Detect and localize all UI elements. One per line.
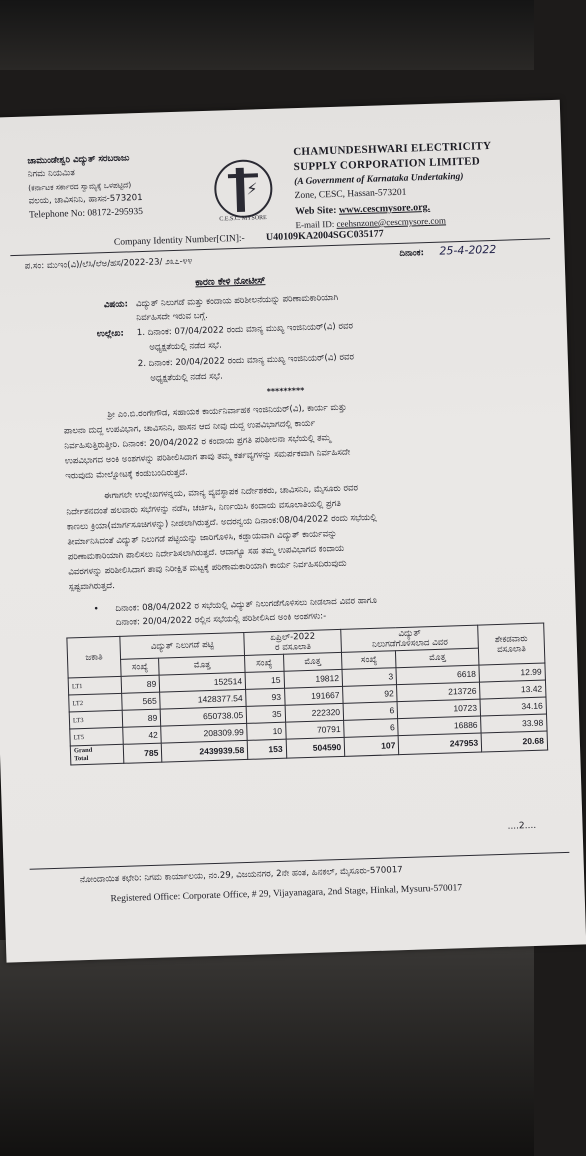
logo-caption: C.E.S.C. MYSORE [219, 215, 267, 223]
document-page [0, 100, 586, 963]
header-count: ಸಂಖ್ಯೆ [342, 651, 397, 670]
cin-label: Company Identity Number[CIN]:- [113, 233, 245, 248]
bullet-line1: ದಿನಾಂಕ: 08/04/2022 ರ ಸಭೆಯಲ್ಲಿ ವಿದ್ಯುತ್ ನಿಲುಗಡೆಗೊಳಿಸಲು ನೀಡಲಾದ ವಿವರ ಹಾಗೂ [115, 595, 378, 614]
header-disconnect-list: ವಿದ್ಯುತ್ ನಿಲುಗಡೆ ಪಟ್ಟಿ [120, 632, 245, 659]
reference-item1-line2: ಅಧ್ಯಕ್ಷತೆಯಲ್ಲಿ ನಡೆದ ಸಭೆ. [149, 340, 222, 353]
paragraph-line: ಈಗಾಗಲೇ ಉಲ್ಲೇಖಗಳನ್ನಯ, ಮಾನ್ಯ ವ್ಯವಸ್ಥಾಪಕ ನಿರ್ದೇಶಕರು, ಚಾವಿಸನಿನಿ, ಮೈಸೂರು ರವರ [103, 483, 359, 502]
header-category: ಜಕಾತಿ [67, 636, 121, 678]
paragraph-line: ವಿವರಗಳನ್ನು ಪರಿಶೀಲಿಸಿದಾಗ ತಾವು ನಿರೀಕ್ಷಿತ ಮಟ್ಟಕ್ಕೆ ಪರಿಣಾಮಕಾರಿಯಾಗಿ ಕಾರ್ಯ ನಿರ್ವಹಿಸದಿರುವುದು [68, 558, 347, 578]
reference-number: ಪ.ಸಂ: ಮುಇಂ(ವಿ)/ಲೆಸಿ/ಲೆಅ/ಹಸ/2022-23/ ೨೩೭-೪೪ [24, 256, 193, 272]
table-row: LT2 565 1428377.54 93 191667 92 213726 13.42 [69, 680, 546, 712]
header-percent-collection: ಶೇಕಡವಾರು ವಸೂಲಾತಿ [478, 623, 545, 665]
paragraph-line: ಕಾಣಲು ಕ್ರಿಯಾ(ಮಾರ್ಗಸೂಚಿಗಳನ್ನು) ನೀಡಲಾಗಿರುತ್ತದೆ. ಅದರನ್ವಯ ದಿನಾಂಕ:08/04/2022 ರಂದು ಸಭೆಯಲ್ಲಿ [66, 512, 377, 533]
reference-item2-line1: 2. ದಿನಾಂಕ: 20/04/2022 ರಂದು ಮಾನ್ಯ ಮುಖ್ಯ ಇಂಜಿನಿಯರ್(ವಿ) ರವರ [137, 352, 355, 370]
bullet-dot: • [93, 604, 99, 615]
separator-stars: ********* [266, 385, 305, 397]
reference-label: ಉಲ್ಲೇಖ: [96, 328, 125, 340]
paragraph-line: ತೀರ್ಮಾನಿಸಿದಂತೆ ವಿದ್ಯುತ್ ನಿಲುಗಡೆ ಪಟ್ಟಿಯನ್ನು ಜಾರಿಗೊಳಿಸಿ, ಕಡ್ಡಾಯವಾಗಿ ವಿದ್ಯುತ್ ಕಾರ್ಯವನ್ನು [67, 528, 338, 548]
bullet-line2: ದಿನಾಂಕ: 20/04/2022 ರಲ್ಲಿನ ಸಭೆಯಲ್ಲಿ ಪರಿಶೀಲಿಸಿದ ಅಂಕಿ ಅಂಶಗಳು:- [115, 611, 327, 628]
background-bottom [0, 940, 534, 1156]
telephone-number: Telephone No: 08172-295935 [28, 206, 144, 221]
table-row: LT5 42 208309.99 10 70791 6 16886 33.98 [70, 714, 547, 746]
paragraph-line: ಉಪವಿಭಾಗದ ಅಂಕಿ ಅಂಶಗಳನ್ನು ಪರಿಶೀಲಿಸಿದಾಗ ತಾವು ತಮ್ಮ ಕರ್ತವ್ಯಗಳನ್ನು ಸಮರ್ಪಕವಾಗಿ ನಿರ್ವಹಿಸದೇ [64, 447, 351, 467]
date-label: ದಿನಾಂಕ: [399, 248, 425, 259]
reference-item2-line2: ಅಧ್ಯಕ್ಷತೆಯಲ್ಲಿ ನಡೆದ ಸಭೆ. [150, 371, 223, 384]
header-amount: ಮೊತ್ತ [396, 648, 479, 668]
cesc-logo: ⚡ [213, 159, 273, 219]
kannada-govt-line: (ಕರ್ನಾಟಕ ಸರ್ಕಾರದ ಸ್ವಾಮ್ಯಕ್ಕೆ ಒಳಪಟ್ಟಿದೆ) [28, 180, 132, 193]
header-count: ಸಂಖ್ಯೆ [121, 658, 160, 676]
footer-divider [30, 852, 570, 870]
header-amount: ಮೊತ್ತ [159, 655, 245, 675]
table-total-row: Grand Total 785 2439939.58 153 504590 107 247953 20.68 [70, 731, 547, 765]
page-marker: ....2.... [507, 820, 537, 832]
company-name-line2: SUPPLY CORPORATION LIMITED [293, 155, 481, 174]
kannada-footer-address: ನೋಂದಾಯಿತ ಕಛೇರಿ: ನಿಗಮ ಕಾರ್ಯಾಲಯ, ನಂ.29, ವಿಜಯನಗರ, 2ನೇ ಹಂತ, ಹಿನಕಲ್, ಮೈಸೂರು-570017 [79, 865, 403, 886]
paragraph-line: ಇರುವುದು ಮೇಲ್ನೋಟಕ್ಕೆ ಕಂಡುಬಂದಿರುತ್ತದೆ. [65, 467, 188, 482]
website: Web Site: www.cescmysore.org. [294, 201, 431, 218]
subject-line1: ವಿದ್ಯುತ್ ನಿಲುಗಡೆ ಮತ್ತು ಕಂದಾಯ ಪರಿಶೀಲನೆಯನ್ನು ಪರಿಣಾಮಕಾರಿಯಾಗಿ [135, 292, 339, 310]
paragraph-line: ನಿರ್ದೇಶನದಂತೆ ಹಲವಾರು ಸಭೆಗಳನ್ನು ನಡೆಸಿ, ಚರ್ಚಿಸಿ, ನಿರ್ಣಯಿಸಿ ಕಂದಾಯ ವಸೂಲಾತಿಯಲ್ಲಿ ಪ್ರಗತಿ [66, 498, 342, 518]
cin-number: U40109KA2004SGC035177 [265, 228, 384, 244]
header-disconnected-details: ವಿದ್ಯುತ್ ನಿಲುಗಡೆಗೊಳಿಸಲಾದ ವಿವರ [341, 625, 479, 652]
handwritten-date: 25-4-2022 [439, 242, 497, 258]
subject-line2: ನಿರ್ವಹಿಸದೇ ಇರುವ ಬಗ್ಗೆ. [136, 310, 208, 324]
table-row: LT3 89 650738.05 35 222320 6 10723 34.16 [69, 697, 546, 729]
paragraph-line: ಶ್ರೀ ಎಂ.ಬಿ.ರಂಗೇಗೌಡ, ಸಹಾಯಕ ಕಾರ್ಯನಿರ್ವಾಹಕ ಇಂಜಿನಿಯರ್(ವಿ), ಕಾರ್ಯ ಮತ್ತು [107, 402, 347, 421]
background-top [0, 0, 534, 70]
kannada-company-name: ಚಾಮುಂಡೇಶ್ವರಿ ವಿದ್ಯುತ್ ಸರಬರಾಜು [27, 153, 130, 167]
company-name-line1: CHAMUNDESHWARI ELECTRICITY [293, 139, 492, 159]
reference-item1-line1: 1. ದಿನಾಂಕ: 07/04/2022 ರಂದು ಮಾನ್ಯ ಮುಖ್ಯ ಇಂಜಿನಿಯರ್(ವಿ) ರವರ [136, 321, 354, 339]
subject-label: ವಿಷಯ: [103, 299, 129, 311]
header-amount: ಮೊತ್ತ [283, 652, 342, 671]
paragraph-line: ಸ್ಪಷ್ಟವಾಗಿರುತ್ತದೆ. [68, 580, 116, 593]
paragraph-line: ಪಾಲನಾ ದುದ್ದ ಉಪವಿಭಾಗ, ಚಾವಿಸನಿನಿ, ಹಾಸನ ಆದ ನೀವು ದುದ್ದ ಉಪವಿಭಾಗದಲ್ಲಿ ಕಾರ್ಯ [63, 418, 316, 437]
email-link[interactable]: ceehsnzone@cescmysore.com [336, 215, 447, 229]
notice-title: ಕಾರಣ ಕೇಳಿ ನೋಟೀಸ್ [195, 275, 266, 289]
header-count: ಸಂಖ್ಯೆ [245, 654, 284, 672]
paragraph-line: ನಿರ್ವಹಿಸುತ್ತಿರುತ್ತೀರಿ. ದಿನಾಂಕ: 20/04/2022 ರ ಕಂದಾಯ ಪ್ರಗತಿ ಪರಿಶೀಲನಾ ಸಭೆಯಲ್ಲಿ ತಮ್ಮ [64, 433, 332, 452]
kannada-address: ವಲಯ, ಚಾವಿಸನಿನಿ, ಹಾಸನ-573201 [28, 192, 143, 207]
paragraph-line: ಪರಿಣಾಮಕಾರಿಯಾಗಿ ಪಾಲಿಸಲು ನಿರ್ದೇಶಿಸಲಾಗಿರುತ್ತದೆ. ಆದಾಗ್ಯೂ ಸಹ ತಮ್ಮ ಉಪವಿಭಾಗದ ಕಂದಾಯ [67, 543, 345, 563]
table-row: LT1 89 152514 15 19812 3 6618 12.99 [68, 663, 545, 695]
zone-address: Zone, CESC, Hassan-573201 [294, 187, 407, 202]
website-link[interactable]: www.cescmysore.org. [338, 201, 431, 216]
email: E-mail ID: ceehsnzone@cescmysore.com [295, 215, 447, 231]
registered-office: Registered Office: Corporate Office, # 29, Vijayanagara, 2nd Stage, Hinkal, Mysuru-570017 [110, 883, 463, 905]
header-april-collection: ಏಪ್ರಿಲ್-2022 ರ ವಸೂಲಾತಿ [244, 629, 342, 655]
kannada-nigama: ನಿಗಮ ನಿಯಮಿತ [27, 168, 76, 180]
revenue-table [66, 623, 548, 766]
govt-undertaking: (A Government of Karnataka Undertaking) [294, 171, 464, 188]
